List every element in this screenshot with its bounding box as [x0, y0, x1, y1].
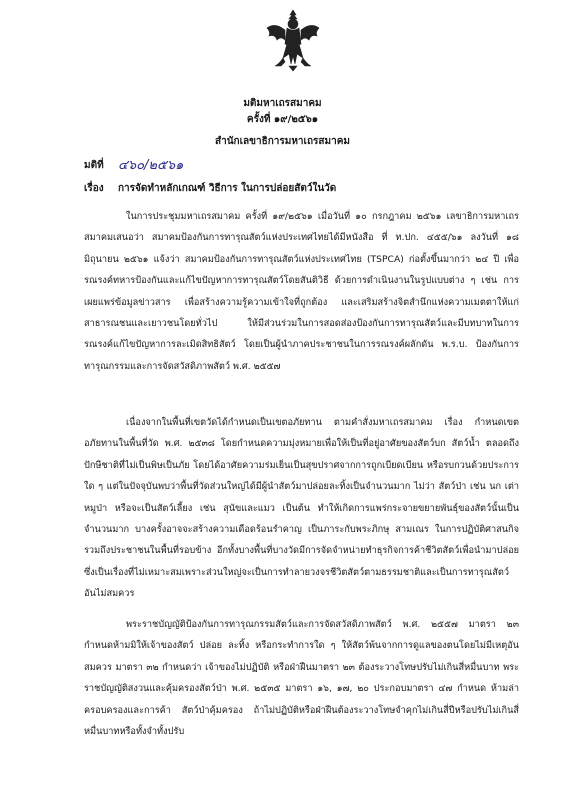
subject-value: การจัดทำหลักเกณฑ์ วิธีการ ในการปล่อยสัตว์ในวัด — [118, 183, 337, 194]
reference-value-handwritten: ๔๖๐/๒๕๖๑ — [118, 158, 184, 173]
reference-label: มติที่ — [84, 160, 104, 171]
body-paragraph-2-text: เนื่องจากในพื้นที่เขตวัดได้กำหนดเป็นเขตอภัยทาน ตามคำสั่งมหาเถรสมาคม เรื่อง กำหนดเขตอภัยทานในพื้นที่วัด พ.ศ. ๒๕๓๘ โดยกำหนดความมุ่งหมายเพื่อให้เป็นที่อยู่อาศัยของสัตว์บก สัตว์น้ำ ตลอดถึงปักษีชาติที่ไม่เป็นพิษเป็นภัย โดยได้อาศัยความร่มเย็นเป็นสุขปราศจากการถูกเบียดเบียน หรือรบกวนด้วยประการใด ๆ แต่ในปัจจุบันพบว่าพื้นที่วัดส่วนใหญ่ได้มีผู้นำสัตว์มาปล่อยละทิ้งเป็นจำนวนมาก ไม่ว่า สัตว์ป่า เช่น นก เต่า หมูป่า หรือจะเป็นสัตว์เลี้ยง เช่น สุนัขและแมว เป็นต้น ทำให้เกิดการแพร่กระจายขยายพันธุ์ของสัตว์นั้นเป็นจำนวนมาก บางครั้งอาจจะสร้างความเดือดร้อนรำคาญ เป็นภาระกับพระภิกษุ สามเณร ในการปฏิบัติศาสนกิจรวมถึงประชาชนในพื้นที่รอบข้าง อีกทั้งบางพื้นที่บางวัดมีการจัดจำหน่ายทำธุรกิจการค้าชีวิตสัตว์เพื่อนำมาปล่อย ซึ่งเป็นเรื่องที่ไม่เหมาะสมเพราะส่วนใหญ่จะเป็นการทำลายวงจรชีวิตสัตว์ตามธรรมชาติและเป็นการทารุณสัตว์อันไม่สมควร — [84, 417, 519, 600]
garuda-emblem-icon — [265, 8, 321, 72]
body-paragraph-2 — [84, 412, 519, 605]
meeting-number: ครั้งที่ ๑๙/๒๕๖๑ — [246, 114, 319, 125]
body-paragraph-1 — [84, 206, 519, 377]
org-name: มติมหาเถรสมาคม — [243, 98, 322, 109]
body-paragraph-3-text: พระราชบัญญัติป้องกันการทารุณกรรมสัตว์และการจัดสวัสดิภาพสัตว์ พ.ศ. ๒๕๕๗ มาตรา ๒๓ กำหนดห้ามมิให้เจ้าของสัตว์ ปล่อย ละทิ้ง หรือกระทำการใด ๆ ให้สัตว์พ้นจากการดูแลของตนโดยไม่มีเหตุอันสมควร มาตรา ๓๒ กำหนดว่า เจ้าของไม่ปฏิบัติ หรือฝ่าฝืนมาตรา ๒๓ ต้องระวางโทษปรับไม่เกินสี่หมื่นบาท พระราชบัญญัติสงวนและคุ้มครองสัตว์ป่า พ.ศ. ๒๕๓๕ มาตรา ๑๖, ๑๗, ๒๐ ประกอบมาตรา ๔๗ กำหนด ห้ามล่า ครอบครองและการค้า สัตว์ป่าคุ้มครอง ถ้าไม่ปฏิบัติหรือฝ่าฝืนต้องระวางโทษจำคุกไม่เกินสี่ปีหรือปรับไม่เกินสี่หมื่นบาทหรือทั้งจำทั้งปรับ — [84, 619, 519, 738]
body-paragraph-1-text: ในการประชุมมหาเถรสมาคม ครั้งที่ ๑๙/๒๕๖๑ เมื่อวันที่ ๑๐ กรกฎาคม ๒๕๖๑ เลขาธิการมหาเถรสมาคมเสนอว่า สมาคมป้องกันการทารุณสัตว์แห่งประเทศไทยได้มีหนังสือ ที่ ท.ปก. ๔๕๕/๖๑ ลงวันที่ ๑๘ มิถุนายน ๒๕๖๑ แจ้งว่า สมาคมป้องกันการทารุณสัตว์แห่งประเทศไทย (TSPCA) ก่อตั้งขึ้นมากว่า ๒๔ ปี เพื่อรณรงค์ทหารป้องกันและแก้ไขปัญหาการทารุณสัตว์โดยสันติวิธี ด้วยการดำเนินงานในรูปแบบต่าง ๆ เช่น การเผยแพร่ข้อมูลข่าวสาร เพื่อสร้างความรู้ความเข้าใจที่ถูกต้อง และเสริมสร้างจิตสำนึกแห่งความเมตตาให้แก่สาธารณชนและเยาวชนโดยทั่วไป ให้มีส่วนร่วมในการสอดส่องป้องกันการทารุณสัตว์และมีบทบาทในการรณรงค์แก้ไขปัญหาการละเมิดสิทธิสัตว์ โดยเป็นผู้นำภาคประชาชนในการรณรงค์ผลักดัน พ.ร.บ. ป้องกันการทารุณกรรมและการจัดสวัสดิภาพสัตว์ พ.ศ. ๒๕๕๗ — [84, 211, 519, 372]
issuing-office: สำนักเลขาธิการมหาเถรสมาคม — [215, 136, 350, 147]
body-paragraph-3 — [84, 614, 519, 742]
subject-label: เรื่อง — [84, 183, 104, 194]
